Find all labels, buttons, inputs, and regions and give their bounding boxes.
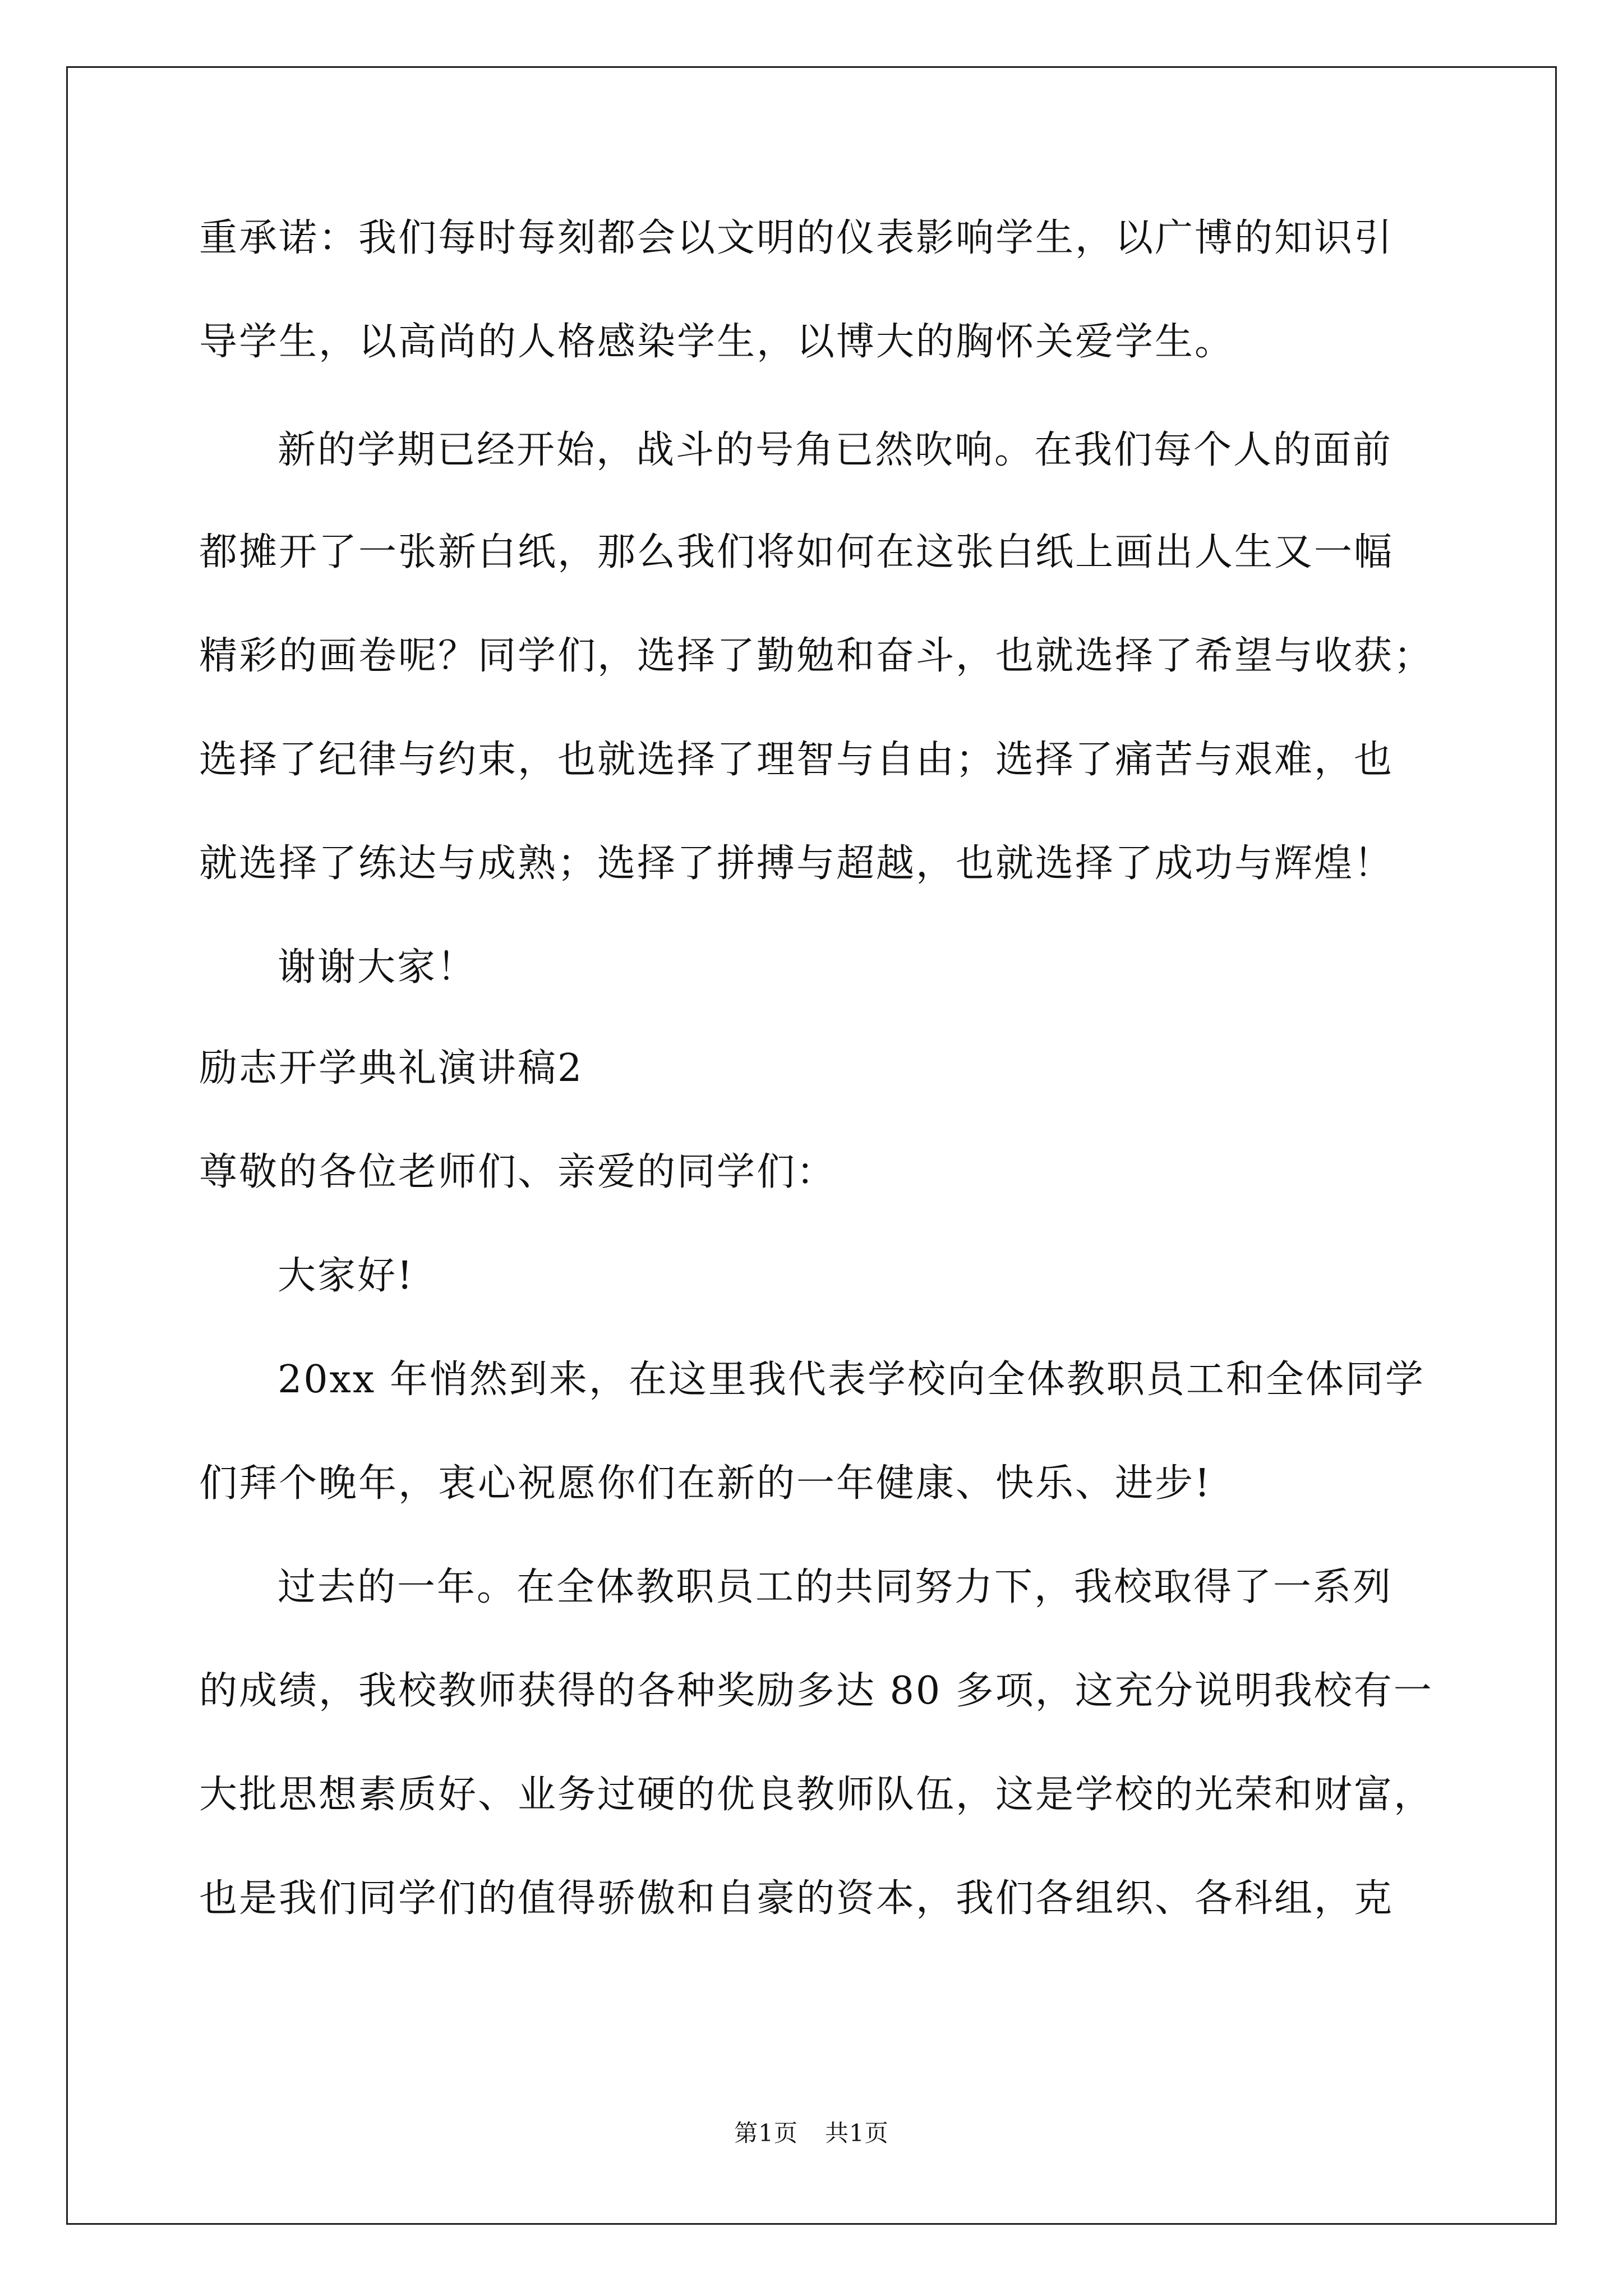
salutation: 尊敬的各位老师们、亲爱的同学们： — [199, 1150, 837, 1194]
page-footer — [0, 2119, 1623, 2147]
paragraph-line: 精彩的画卷呢？同学们，选择了勤勉和奋斗，也就选择了希望与收获； — [199, 634, 1434, 678]
paragraph-line: 谢谢大家！ — [278, 945, 477, 990]
paragraph-line: 大批思想素质好、业务过硬的优良教师队伍，这是学校的光荣和财富， — [199, 1773, 1434, 1817]
paragraph-line: 导学生，以高尚的人格感染学生，以博大的胸怀关爱学生。 — [199, 320, 1235, 364]
paragraph-line: 就选择了练达与成熟；选择了拼搏与超越，也就选择了成功与辉煌！ — [199, 841, 1394, 886]
paragraph-line: 都摊开了一张新白纸，那么我们将如何在这张白纸上画出人生又一幅 — [199, 530, 1394, 574]
paragraph-line: 新的学期已经开始，战斗的号角已然吹响。在我们每个人的面前 — [278, 428, 1393, 472]
paragraph-line: 过去的一年。在全体教职员工的共同努力下，我校取得了一系列 — [278, 1565, 1393, 1609]
paragraph-line: 选择了纪律与约束，也就选择了理智与自由；选择了痛苦与艰难，也 — [199, 738, 1394, 782]
paragraph-line: 也是我们同学们的值得骄傲和自豪的资本，我们各组织、各科组，克 — [199, 1876, 1394, 1921]
paragraph-line: 们拜个晚年，衷心祝愿你们在新的一年健康、快乐、进步! — [199, 1461, 1212, 1506]
greeting: 大家好! — [278, 1254, 414, 1298]
paragraph-line: 20xx 年悄然到来，在这里我代表学校向全体教职员工和全体同学 — [278, 1358, 1425, 1402]
page-number-current: 第1页 — [734, 2119, 798, 2147]
page-number-total: 共1页 — [825, 2119, 889, 2147]
section-heading: 励志开学典礼演讲稿2 — [199, 1046, 584, 1091]
paragraph-line: 的成绩，我校教师获得的各种奖励多达 80 多项，这充分说明我校有一 — [199, 1669, 1433, 1713]
paragraph-line: 重承诺：我们每时每刻都会以文明的仪表影响学生，以广博的知识引 — [199, 216, 1394, 260]
